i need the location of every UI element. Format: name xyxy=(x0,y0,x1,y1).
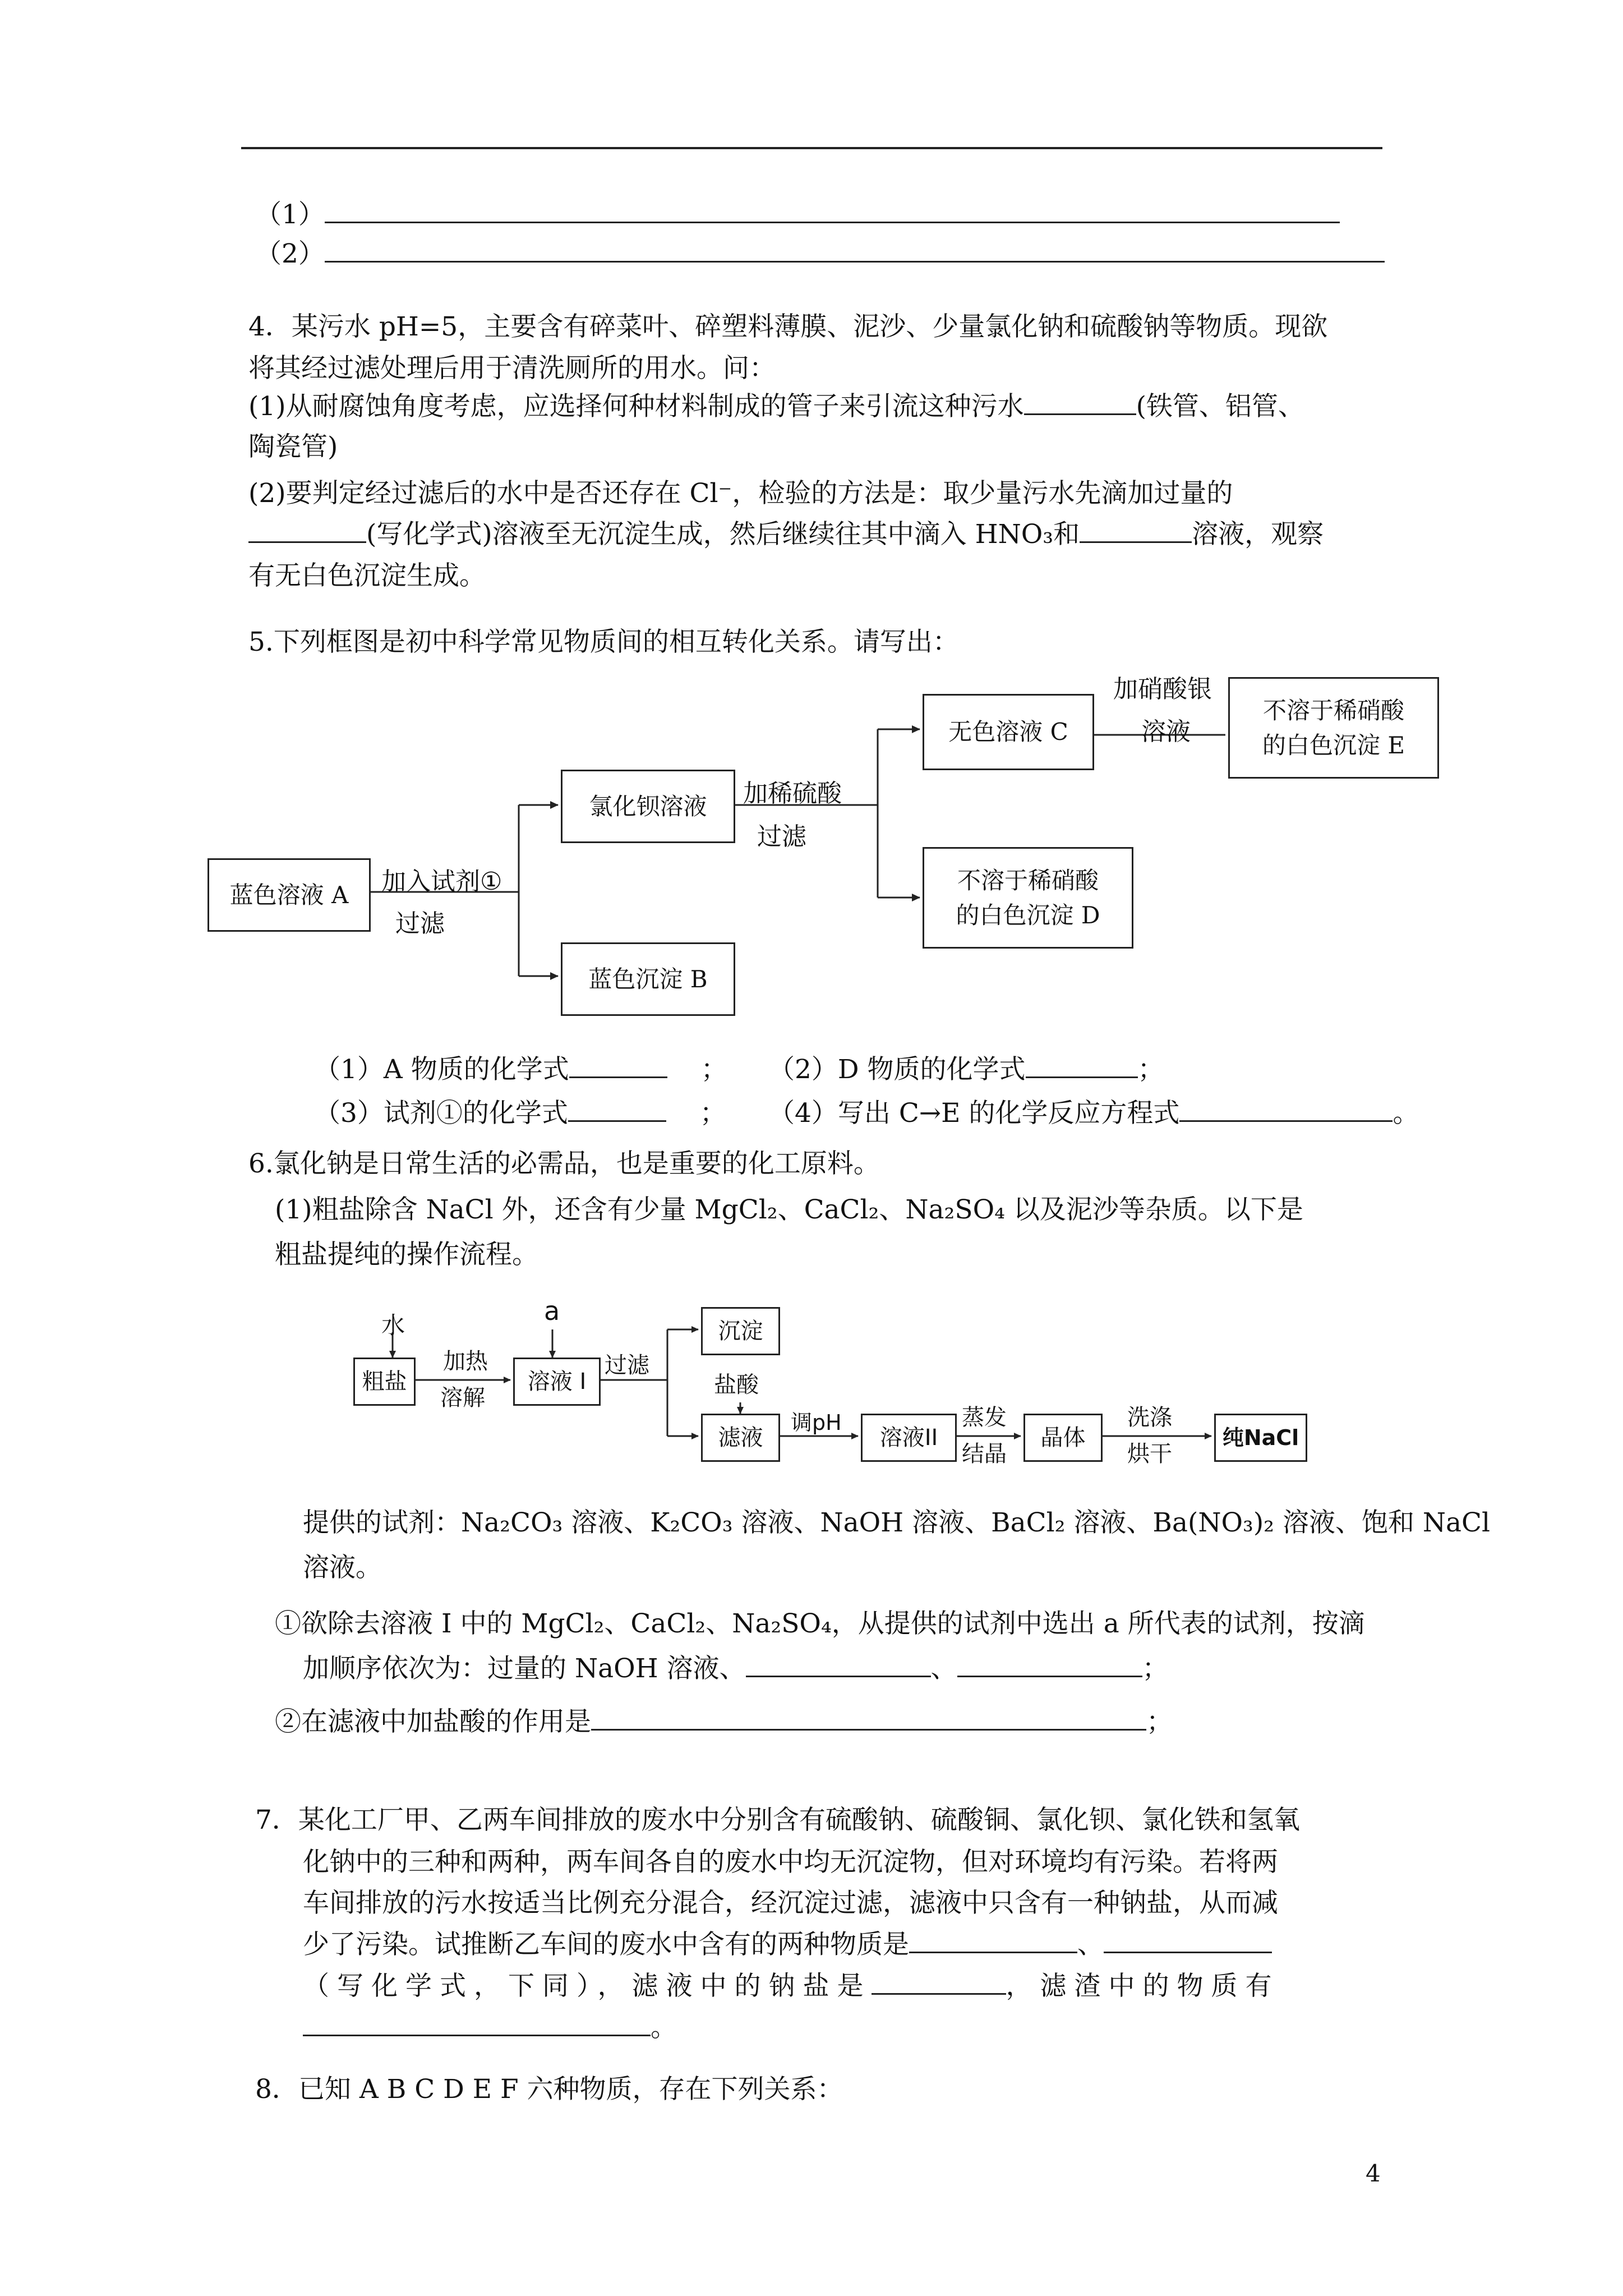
flow-pure-nacl: 纯NaCl xyxy=(1214,1414,1307,1462)
flow-hcl-label: 盐酸 xyxy=(714,1372,759,1398)
arrow3-label-bottom: 溶液 xyxy=(1141,717,1191,746)
q7-line-2: 化钠中的三种和两种，两车间各自的废水中均无沉淀物，但对环境均有污染。若将两 xyxy=(303,1847,1278,1878)
flow-heat-label-1: 加热 xyxy=(443,1349,488,1374)
flow-adjust-ph-label: 调pH xyxy=(791,1410,842,1435)
q7-line-1: 7．某化工厂甲、乙两车间排放的废水中分别含有硫酸钠、硫酸铜、氯化钡、氯化铁和氢氧 xyxy=(255,1805,1300,1835)
q6-reagents-line1: 提供的试剂：Na₂CO₃ 溶液、K₂CO₃ 溶液、NaOH 溶液、BaCl₂ 溶液、Ba(NO₃)₂ 溶液、饱和 NaCl xyxy=(303,1507,1491,1538)
q7-line-4: 少了污染。试推断乙车间的废水中含有的两种物质是 、 xyxy=(303,1925,1272,1964)
answer-blank[interactable] xyxy=(746,1652,931,1677)
flow-crystal: 晶体 xyxy=(1023,1414,1103,1462)
q6-sub1-line2: 加顺序依次为：过量的 NaOH 溶液、 、 ； xyxy=(303,1653,1169,1684)
box-blue-precipitate-b: 蓝色沉淀 B xyxy=(561,942,735,1016)
box-bacl2-solution: 氯化钡溶液 xyxy=(561,770,735,843)
arrow1-label-top: 加入试剂① xyxy=(381,867,502,896)
box-colorless-solution-c: 无色溶液 C xyxy=(923,694,1094,770)
q7-line-5: （写化学式，下同），滤液中的钠盐是 ，滤渣中的物质有 xyxy=(303,1971,1280,2001)
arrow2-label-top: 加稀硫酸 xyxy=(743,779,842,808)
q5-answer-2: （2）D 物质的化学式 ； xyxy=(768,1054,1164,1085)
flow-evap-label-1: 蒸发 xyxy=(962,1405,1007,1430)
box-blue-solution-a: 蓝色溶液 A xyxy=(208,858,371,932)
flow-water-label: 水 xyxy=(381,1312,405,1339)
answer-blank[interactable] xyxy=(303,2011,651,2036)
answer-blank[interactable] xyxy=(872,1970,1006,1995)
flow-solution-2: 溶液II xyxy=(861,1414,957,1462)
q5-answer-4: （4）写出 C→E 的化学反应方程式 。 xyxy=(768,1098,1419,1129)
answer-blank[interactable] xyxy=(1104,1928,1272,1953)
flow-heat-label-2: 溶解 xyxy=(440,1385,485,1411)
q6-part1-line1: (1)粗盐除含 NaCl 外，还含有少量 MgCl₂、CaCl₂、Na₂SO₄ 以及泥沙等杂质。以下是 xyxy=(275,1194,1303,1225)
q4-line-3: (1)从耐腐蚀角度考虑，应选择何种材料制成的管子来引流这种污水 (铁管、铝管、 xyxy=(248,391,1304,422)
answer-blank[interactable] xyxy=(957,1652,1142,1677)
box-white-precipitate-d: 不溶于稀硝酸 的白色沉淀 D xyxy=(923,847,1133,949)
q3-answer-1: （1） xyxy=(255,195,1340,234)
q6-sub2: ②在滤液中加盐酸的作用是 ； xyxy=(275,1706,1173,1737)
flow-evap-label-2: 结晶 xyxy=(962,1441,1007,1467)
q3-answer-2: （2） xyxy=(255,234,1385,274)
q4-line-2: 将其经过滤处理后用于清洗厕所的用水。问： xyxy=(248,353,776,384)
q4-line-5: (2)要判定经过滤后的水中是否还存在 Cl⁻，检验的方法是：取少量污水先滴加过量的 xyxy=(248,478,1233,509)
q5-intro: 5.下列框图是初中科学常见物质间的相互转化关系。请写出： xyxy=(248,627,959,657)
q5-answer-3: （3）试剂①的化学式 ； xyxy=(314,1098,726,1129)
flow-filter-label: 过滤 xyxy=(605,1352,649,1378)
flow-filtrate: 滤液 xyxy=(701,1414,780,1462)
q6-sub1-line1: ①欲除去溶液 I 中的 MgCl₂、CaCl₂、Na₂SO₄，从提供的试剂中选出 a 所代表的试剂，按滴 xyxy=(275,1608,1365,1639)
answer-blank[interactable] xyxy=(591,1705,1146,1731)
page-number: 4 xyxy=(1366,2160,1381,2187)
flow-solution-1: 溶液 I xyxy=(513,1358,601,1406)
box-white-precipitate-e: 不溶于稀硝酸 的白色沉淀 E xyxy=(1228,677,1439,779)
q6-part1-line2: 粗盐提纯的操作流程。 xyxy=(275,1239,538,1270)
q4-line-6: (写化学式)溶液至无沉淀生成，然后继续往其中滴入 HNO₃和 溶液，观察 xyxy=(248,515,1324,554)
q4-line-7: 有无白色沉淀生成。 xyxy=(248,560,486,591)
q7-line-3: 车间排放的污水按适当比例充分混合，经沉淀过滤，滤液中只含有一种钠盐，从而减 xyxy=(303,1888,1278,1918)
q7-line-6: 。 xyxy=(303,2008,677,2047)
flow-a-label: a xyxy=(544,1296,560,1326)
arrow3-label-top: 加硝酸银 xyxy=(1113,675,1212,703)
flow-wash-label-2: 烘干 xyxy=(1127,1441,1172,1467)
arrow2-label-bottom: 过滤 xyxy=(757,822,806,851)
q6-intro: 6.氯化钠是日常生活的必需品，也是重要的化工原料。 xyxy=(248,1148,880,1179)
flow-precipitate: 沉淀 xyxy=(701,1307,780,1355)
flow-crude-salt: 粗盐 xyxy=(353,1358,416,1406)
q6-reagents-line2: 溶液。 xyxy=(303,1552,382,1583)
q8-line-1: 8．已知 A B C D E F 六种物质，存在下列关系： xyxy=(255,2074,843,2105)
flow-wash-label-1: 洗涤 xyxy=(1127,1405,1172,1430)
arrow1-label-bottom: 过滤 xyxy=(395,909,445,938)
q5-answer-1: （1）A 物质的化学式 ； xyxy=(314,1054,727,1085)
q4-line-1: 4．某污水 pH=5，主要含有碎菜叶、碎塑料薄膜、泥沙、少量氯化钠和硫酸钠等物质。现欲 xyxy=(248,311,1328,342)
q4-line-4: 陶瓷管) xyxy=(248,431,338,462)
answer-blank[interactable] xyxy=(909,1928,1077,1953)
